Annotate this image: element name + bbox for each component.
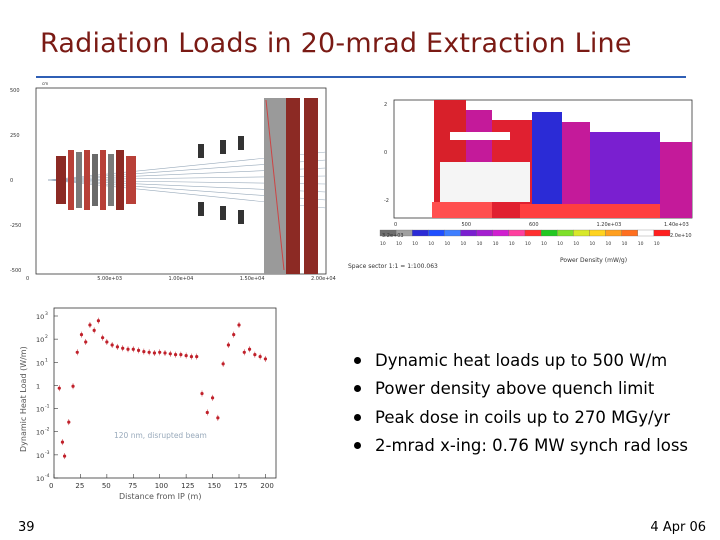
- colorbar-swatch: [573, 230, 589, 236]
- colorbar-swatch: [428, 230, 444, 236]
- beamline-x-tick-label: 0: [26, 276, 30, 282]
- bullet-dot: [354, 414, 361, 421]
- colorbar-swatch: [606, 230, 622, 236]
- colorbar-exponent: 10: [460, 242, 467, 247]
- heat-point: [93, 329, 96, 332]
- power-z-tick-label: 0: [394, 222, 398, 228]
- heat-point: [67, 421, 70, 424]
- heat-x-tick-label: 25: [75, 482, 85, 490]
- bullet-item: [354, 403, 688, 432]
- beamline-y-tick-label: 0: [10, 178, 14, 184]
- colorbar-swatch: [444, 230, 460, 236]
- heat-point: [61, 441, 64, 444]
- heat-y-tick-label: 10: [36, 428, 45, 437]
- colorbar-swatch: [557, 230, 573, 236]
- colorbar-exponent: 10: [492, 242, 499, 247]
- heat-load-svg: [14, 302, 282, 504]
- heat-y-tick-label: 10: [36, 336, 45, 345]
- power-map-region: [660, 142, 692, 218]
- heat-y-tick-label: 10: [36, 475, 45, 483]
- heat-plot-frame: [54, 308, 276, 478]
- beamline-y-tick-label: 500: [10, 88, 20, 94]
- bullet-text: 2-mrad x-ing: 0.76 MW synch rad loss: [375, 436, 689, 456]
- slide-title: Radiation Loads in 20-mrad Extraction Line: [40, 28, 632, 59]
- heat-point: [195, 355, 198, 358]
- bullet-text: Dynamic heat loads up to 500 W/m: [375, 350, 668, 370]
- colorbar-swatch: [525, 230, 541, 236]
- heat-point: [200, 392, 203, 395]
- heat-point: [111, 343, 114, 346]
- beamline-y-tick-label: -500: [10, 268, 22, 274]
- heat-x-tick-label: 100: [154, 482, 169, 490]
- heat-y-tick-label: 10: [36, 405, 45, 414]
- heat-y-tick-exponent: -2: [45, 427, 50, 433]
- heat-point: [264, 357, 267, 360]
- heat-point: [206, 411, 209, 414]
- colorbar-exponent: 10: [557, 242, 563, 247]
- heat-point: [259, 355, 262, 358]
- colorbar-swatch: [541, 230, 557, 236]
- colorbar-title: Power Density (mW/g): [560, 257, 628, 264]
- power-map-region: [432, 202, 492, 218]
- colorbar-exponent: 10: [444, 242, 451, 247]
- heat-point: [153, 351, 156, 354]
- heat-point: [132, 348, 135, 351]
- heat-point: [211, 396, 214, 399]
- colorbar-swatch: [461, 230, 477, 236]
- magnet-cluster-1: [56, 150, 136, 210]
- heat-x-tick-label: 150: [207, 482, 221, 490]
- heat-point: [237, 323, 240, 326]
- colorbar-swatch: [638, 230, 654, 236]
- heat-x-tick-label: 50: [101, 482, 111, 490]
- heat-point: [253, 353, 256, 356]
- heat-y-tick-exponent: -4: [45, 474, 50, 479]
- heat-point: [121, 347, 124, 350]
- heat-point: [169, 352, 172, 355]
- heat-point: [58, 387, 61, 390]
- power-y-tick-label: -2: [384, 198, 389, 204]
- heat-point: [76, 351, 79, 354]
- heat-y-tick-exponent: 2: [45, 335, 48, 341]
- colorbar-exponent-labels: [380, 241, 660, 247]
- bullet-dot: [354, 385, 361, 392]
- heat-point: [97, 319, 100, 322]
- heat-point: [243, 351, 246, 354]
- power-z-ticks: [394, 222, 689, 228]
- beamline-y-tick-label: 250: [10, 133, 20, 139]
- colorbar-exponent: 10: [589, 242, 596, 247]
- heat-point: [158, 351, 161, 354]
- power-y-tick-label: 0: [384, 150, 388, 156]
- power-map-region: [440, 162, 530, 202]
- heat-point: [105, 340, 108, 343]
- power-map-region: [532, 112, 562, 218]
- heat-x-axis-label: Distance from IP (m): [119, 492, 202, 501]
- power-z-tick-label: 1.40e+03: [664, 222, 689, 228]
- colorbar-exponent: 10: [412, 242, 418, 247]
- heat-point: [174, 353, 177, 356]
- heat-x-tick-label: 0: [49, 482, 54, 490]
- heat-point: [63, 454, 66, 457]
- beamline-x-ticks: [26, 276, 336, 282]
- heat-y-tick-label: 10: [36, 451, 45, 460]
- power-colorbar: [380, 230, 670, 236]
- heat-point: [216, 416, 219, 419]
- heat-point: [222, 362, 225, 365]
- heat-y-axis-label: Dynamic Heat Load (W/m): [19, 346, 28, 452]
- beamline-x-tick-label: 2.00e+04: [311, 276, 336, 282]
- heat-y-tick-label: 10: [36, 313, 45, 321]
- power-z-tick-label: 600: [529, 222, 539, 228]
- heat-point: [84, 340, 87, 343]
- colorbar-exponent: 10: [637, 242, 644, 247]
- bullet-dot: [354, 357, 361, 364]
- heat-point: [163, 351, 166, 354]
- bullet-text: Power density above quench limit: [375, 379, 655, 399]
- power-density-figure: [340, 92, 692, 274]
- power-y-tick-label: 2: [384, 102, 388, 108]
- colorbar-exponent: 10: [476, 242, 483, 247]
- beamline-y-tick-label: -250: [10, 223, 22, 229]
- colorbar-exponent: 10: [605, 242, 612, 247]
- heat-y-tick-label: 1: [36, 382, 41, 391]
- heat-point: [80, 333, 83, 336]
- colorbar-exponent: 10: [621, 242, 628, 247]
- beamline-svg: [8, 80, 336, 282]
- power-map-region: [520, 204, 660, 218]
- heat-point: [190, 355, 193, 358]
- colorbar-min-label: 3.2e+03: [382, 233, 404, 239]
- heat-annotation: 120 nm, disrupted beam: [114, 431, 207, 440]
- bullet-list: [354, 346, 688, 460]
- heat-point: [137, 349, 140, 352]
- power-map-region: [562, 122, 590, 218]
- colorbar-max-label: 2.0e+10: [670, 233, 692, 239]
- heat-point: [248, 348, 251, 351]
- colorbar-swatch: [412, 230, 428, 236]
- power-y-ticks: [384, 102, 389, 204]
- colorbar-swatch: [493, 230, 509, 236]
- bullet-text: Peak dose in coils up to 270 MGy/yr: [375, 407, 671, 427]
- heat-y-tick-exponent: 3: [45, 312, 48, 317]
- heat-y-tick-exponent: 1: [45, 358, 48, 364]
- beamline-x-tick-label: 1.50e+04: [239, 276, 265, 282]
- heat-y-tick-exponent: -1: [45, 404, 50, 410]
- colorbar-exponent: 10: [525, 242, 531, 247]
- heat-y-tick-exponent: -3: [45, 450, 50, 456]
- heat-point: [227, 343, 230, 346]
- heat-point: [179, 353, 182, 356]
- heat-x-tick-label: 75: [128, 482, 138, 490]
- colorbar-swatch: [509, 230, 525, 236]
- colorbar-swatch: [589, 230, 605, 236]
- bullet-item: [354, 432, 688, 461]
- colorbar-swatch: [654, 230, 670, 236]
- beamline-layout-figure: [8, 80, 336, 282]
- heat-point: [88, 323, 91, 326]
- beamline-x-tick-label: 5.00e+03: [97, 276, 123, 282]
- colorbar-exponent: 10: [396, 242, 402, 247]
- colorbar-exponent: 10: [380, 242, 386, 247]
- heat-point: [185, 354, 188, 357]
- bullet-item: [354, 375, 688, 404]
- colorbar-exponent: 10: [573, 242, 580, 247]
- colorbar-swatch: [622, 230, 638, 236]
- beamline-y-unit: cm: [42, 81, 49, 86]
- slide-date: 4 Apr 06: [650, 520, 706, 535]
- heat-point: [148, 351, 151, 354]
- heat-x-tick-label: 125: [181, 482, 195, 490]
- heat-point: [232, 333, 235, 336]
- heat-point: [126, 348, 129, 351]
- slide-number: 39: [18, 520, 35, 535]
- colorbar-exponent: 10: [508, 242, 515, 247]
- heat-x-tick-label: 175: [234, 482, 248, 490]
- heat-x-tick-label: 200: [260, 482, 274, 490]
- colorbar-exponent: 10: [541, 242, 547, 247]
- power-z-tick-label: 1.20e+03: [596, 222, 622, 228]
- beamline-x-tick-label: 1.00e+04: [168, 276, 194, 282]
- colorbar-exponent: 10: [428, 242, 435, 247]
- heat-load-chart: [14, 302, 282, 504]
- heat-point: [142, 350, 145, 353]
- magnet-cluster-3: [264, 98, 318, 274]
- title-underline: [36, 76, 686, 78]
- heat-point: [101, 336, 104, 339]
- power-z-tick-label: 500: [461, 222, 472, 228]
- bullet-dot: [354, 442, 361, 449]
- colorbar-swatch: [477, 230, 493, 236]
- bullet-item: [354, 346, 688, 375]
- power-density-svg: [340, 92, 692, 274]
- power-map-caption: Space sector 1:1 = 1:100.063: [348, 263, 438, 270]
- heat-y-tick-label: 10: [36, 359, 45, 368]
- colorbar-exponent: 10: [653, 242, 660, 247]
- heat-point: [71, 385, 74, 388]
- heat-point: [116, 345, 119, 348]
- power-map-region: [450, 132, 510, 140]
